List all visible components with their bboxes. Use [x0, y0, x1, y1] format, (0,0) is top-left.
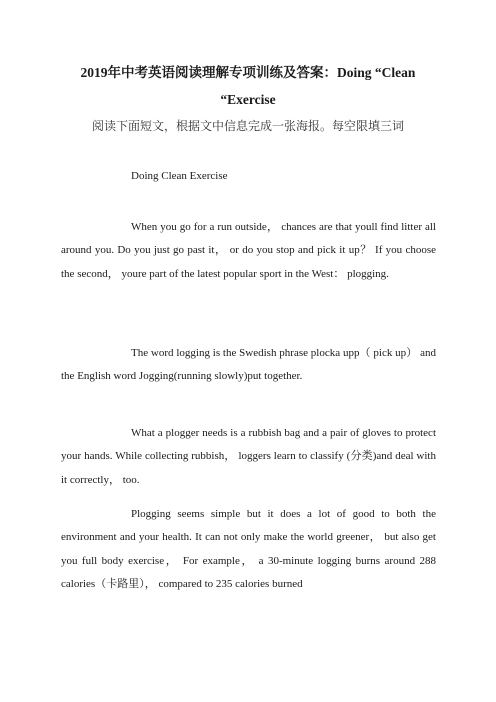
document-title-line-1: 2019年中考英语阅读理解专项训练及答案：Doing “Clean [80, 65, 416, 80]
paragraph-2: The word logging is the Swedish phrase plocka upp（ pick up） and the English word Jogging(running slowly)put together. [61, 347, 436, 383]
paragraph-3: What a plogger needs is a rubbish bag and a pair of gloves to protect your hands. While collecting rubbish， loggers learn to classify (分类)and deal with it correctly， too. [61, 427, 436, 486]
document-title-line-2: “Exercise [220, 92, 276, 107]
paragraph-1: When you go for a run outside， chances are that youll find litter all around you. Do you just go past it， or do you stop and pick it up？ If you choose the second， youre part of the latest popular sport in the West： plogging. [61, 221, 436, 280]
passage-heading: Doing Clean Exercise [131, 170, 228, 182]
paragraph-4: Plogging seems simple but it does a lot of good to both the environment and your health. It can not only make the world greener， but also get you full body exercise， For example， a 30-minute logging burns around 288 calories（卡路里）， compared to 235 calories burned [61, 508, 436, 591]
instruction-text: 阅读下面短文，根据文中信息完成一张海报。每空限填三词 [91, 119, 404, 133]
